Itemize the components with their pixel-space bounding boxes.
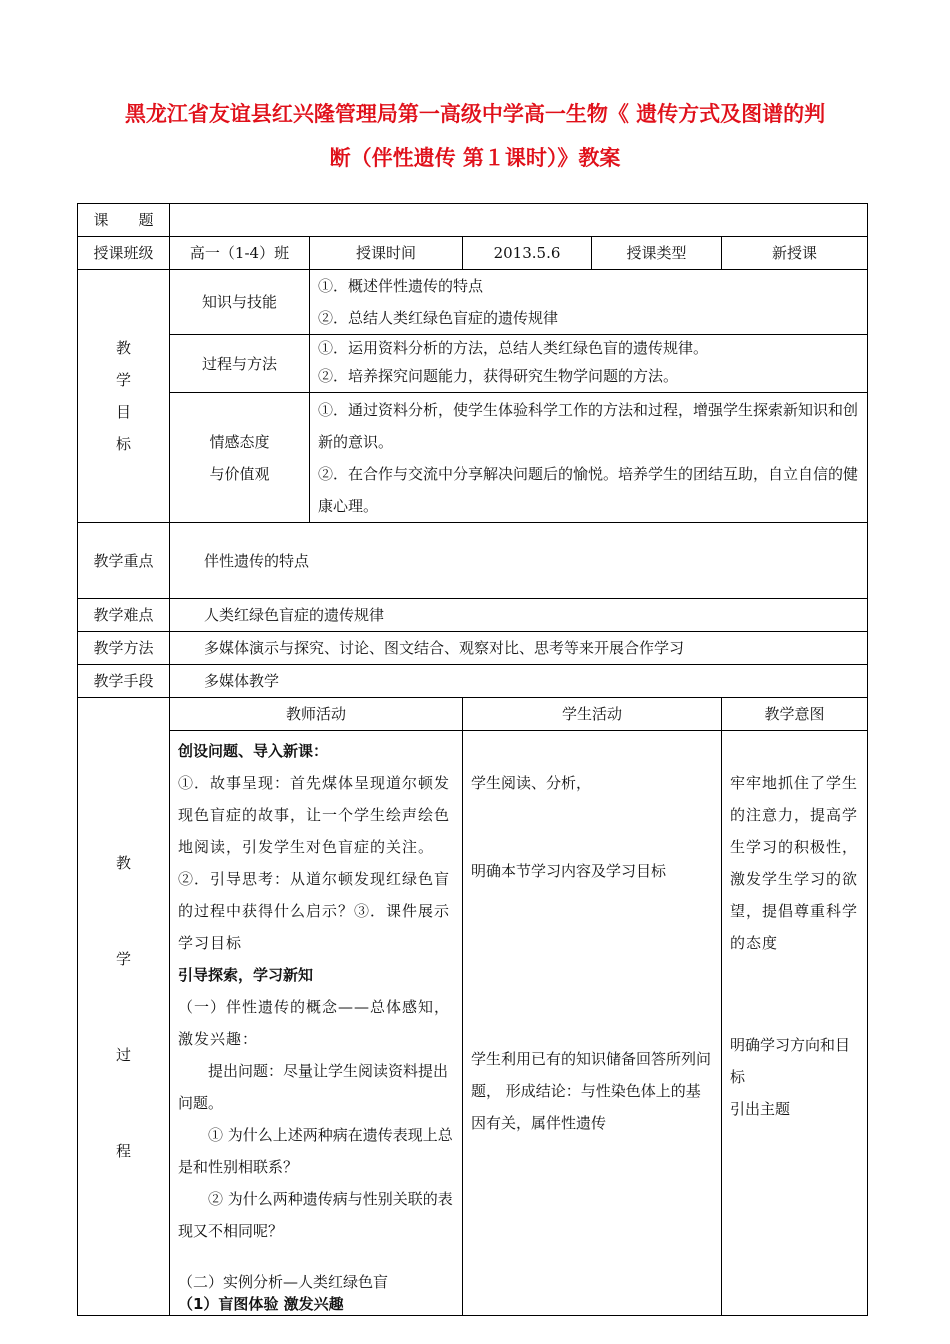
- emotion-label: 情感态度 与价值观: [170, 393, 310, 523]
- difficulty-value: 人类红绿色盲症的遗传规律: [170, 599, 868, 632]
- teacher-activity-header: 教师活动: [170, 698, 463, 731]
- topic-label: 课 题: [78, 204, 170, 237]
- row-topic: [78, 204, 868, 237]
- knowledge-items: ①．概述伴性遗传的特点 ②．总结人类红绿色盲症的遗传规律: [310, 270, 868, 335]
- process-method-items: ①．运用资料分析的方法，总结人类红绿色盲的遗传规律。 ②．培养探究问题能力，获得研究生物学问题的方法。: [310, 335, 868, 393]
- row-emotion: [78, 393, 868, 523]
- key-point-value: 伴性遗传的特点: [170, 523, 868, 599]
- type-value: 新授课: [722, 237, 868, 270]
- row-process-method: [78, 335, 868, 393]
- time-value: 2013.5.6: [463, 237, 592, 270]
- student-activity-cell: 学生阅读、分析， 明确本节学习内容及学习目标 学生利用已有的知识储备回答所列问题， 形成结论：与性染色体上的基因有关，属伴性遗传: [463, 731, 722, 1316]
- class-label: 授课班级: [78, 237, 170, 270]
- row-class-info: [78, 237, 868, 270]
- process-method-label: 过程与方法: [170, 335, 310, 393]
- teaching-intent-header: 教学意图: [722, 698, 868, 731]
- difficulty-label: 教学难点: [78, 599, 170, 632]
- objectives-label: 教 学 目 标: [78, 270, 170, 523]
- method-value: 多媒体演示与探究、讨论、图文结合、观察对比、思考等来开展合作学习: [170, 632, 868, 665]
- teaching-intent-cell: 牢牢地抓住了学生的注意力，提高学生学习的积极性，激发学生学习的欲望，提倡尊重科学的态度 明确学习方向和目标 引出主题: [722, 731, 868, 1316]
- row-method: [78, 632, 868, 665]
- page-title: [80, 92, 870, 180]
- process-label: 教 学 过 程: [78, 698, 170, 1316]
- topic-value: [170, 204, 868, 237]
- means-value: 多媒体教学: [170, 665, 868, 698]
- class-value: 高一（1-4）班: [170, 237, 310, 270]
- row-key-point: [78, 523, 868, 599]
- time-label: 授课时间: [310, 237, 463, 270]
- lesson-plan-table: [77, 203, 868, 1316]
- student-activity-header: 学生活动: [463, 698, 722, 731]
- title-line-1: 黑龙江省友谊县红兴隆管理局第一高级中学高一生物《 遗传方式及图谱的判: [124, 102, 826, 126]
- row-process-headers: [78, 698, 868, 731]
- teacher-activity-cell: 创设问题、导入新课： ①．故事呈现：首先煤体呈现道尔顿发现色盲症的故事，让一个学生绘声绘色地阅读，引发学生对色盲症的关注。②．引导思考：从道尔顿发现红绿色盲的过程中获得什么启示？③．课件展示学习目标 引导探索，学习新知 （一）伴性遗传的概念——总体感知，激发兴趣： 提出问题：尽量让学生阅读资料提出问题。 ① 为什么上述两种病在遗传表现上总是和性别相联系？ ② 为什么两种遗传病与性别关联的表现又不相同呢？ （二）实例分析—人类红绿色盲 （1）盲图体验 激发兴趣: [170, 731, 463, 1316]
- row-knowledge: [78, 270, 868, 335]
- means-label: 教学手段: [78, 665, 170, 698]
- type-label: 授课类型: [592, 237, 722, 270]
- title-line-2: 断（伴性遗传 第１课时）》教案: [329, 146, 621, 170]
- row-difficulty: [78, 599, 868, 632]
- key-point-label: 教学重点: [78, 523, 170, 599]
- knowledge-label: 知识与技能: [170, 270, 310, 335]
- row-process-body: [78, 731, 868, 1316]
- emotion-items: ①．通过资料分析，使学生体验科学工作的方法和过程，增强学生探索新知识和创新的意识。 ②．在合作与交流中分享解决问题后的愉悦。培养学生的团结互助，自立自信的健康心理。: [310, 393, 868, 523]
- row-means: [78, 665, 868, 698]
- method-label: 教学方法: [78, 632, 170, 665]
